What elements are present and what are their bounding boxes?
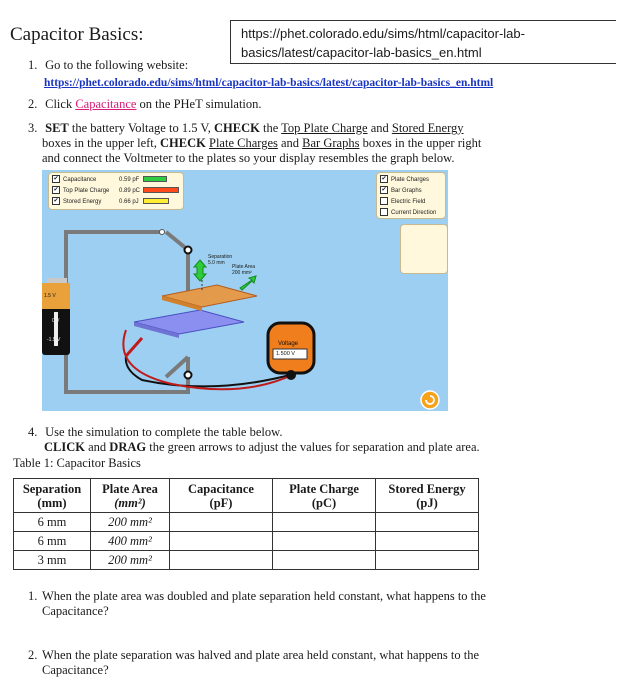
top-wire-left bbox=[66, 232, 162, 285]
meter-value: 0.59 pF bbox=[119, 177, 140, 183]
step-2-number: 2. bbox=[28, 97, 38, 111]
option-checkbox[interactable] bbox=[380, 208, 388, 216]
step-3-and-2: and bbox=[280, 136, 300, 150]
options-panel bbox=[376, 172, 446, 219]
step-4-and: and bbox=[88, 440, 107, 454]
separation-readout bbox=[208, 254, 232, 266]
bar-graphs-term: Bar Graphs bbox=[302, 136, 360, 150]
cell-plate-charge[interactable] bbox=[273, 513, 376, 532]
url-box bbox=[230, 20, 616, 64]
header-capacitance: Capacitance (pF) bbox=[170, 479, 273, 513]
meter-label: Capacitance bbox=[63, 177, 97, 183]
top-plate-charge-term: Top Plate Charge bbox=[281, 121, 368, 135]
cell-separation: 6 mm bbox=[14, 513, 91, 532]
voltmeter-jack bbox=[286, 370, 296, 380]
option-row bbox=[380, 197, 442, 208]
meter-value: 0.66 pJ bbox=[119, 199, 139, 205]
meter-checkbox[interactable]: ✔ bbox=[53, 187, 59, 194]
battery-label-mid: 0 V bbox=[52, 318, 60, 324]
option-checkbox[interactable]: ✔ bbox=[381, 187, 387, 194]
step-4-text: Use the simulation to complete the table below. bbox=[45, 425, 283, 439]
question-2 bbox=[28, 648, 588, 678]
meter-row bbox=[52, 197, 180, 208]
capacitor-table bbox=[13, 478, 479, 570]
voltmeter-value: 1.500 V bbox=[276, 351, 295, 357]
table-row bbox=[14, 532, 479, 551]
step-3-and: and bbox=[370, 121, 389, 135]
meter-checkbox[interactable]: ✔ bbox=[53, 198, 59, 205]
meter-row bbox=[52, 175, 180, 186]
page-title: Capacitor Basics: bbox=[10, 24, 144, 45]
voltmeter-body[interactable] bbox=[268, 323, 314, 373]
plate-area-drag-arrow[interactable] bbox=[240, 276, 256, 290]
cell-stored-energy[interactable] bbox=[376, 513, 479, 532]
plate-area-label: Plate Area bbox=[232, 264, 256, 270]
click-keyword: CLICK bbox=[44, 440, 85, 454]
header-plate-area: Plate Area (mm²) bbox=[91, 479, 170, 513]
plate-area-value: 200 mm² bbox=[232, 270, 252, 276]
meter-bar bbox=[143, 187, 179, 193]
cell-plate-area: 200 mm² bbox=[91, 551, 170, 570]
separation-drag-arrow[interactable] bbox=[194, 260, 206, 281]
option-checkbox[interactable] bbox=[380, 197, 388, 205]
table-caption: Table 1: Capacitor Basics bbox=[13, 456, 141, 470]
step-1 bbox=[28, 58, 188, 73]
reset-button[interactable] bbox=[421, 391, 439, 409]
meter-value: 0.89 pC bbox=[119, 188, 141, 194]
cell-plate-charge[interactable] bbox=[273, 551, 376, 570]
step-2-post: on the PHeT simulation. bbox=[139, 97, 262, 111]
option-label: Electric Field bbox=[391, 199, 426, 205]
cell-plate-area: 200 mm² bbox=[91, 513, 170, 532]
step-3-text-b: the bbox=[262, 121, 279, 135]
table-header-row bbox=[14, 479, 479, 513]
header-separation: Separation (mm) bbox=[14, 479, 91, 513]
table-row bbox=[14, 551, 479, 570]
battery-label-top: 1.5 V bbox=[44, 293, 56, 299]
meter-bar-track bbox=[143, 187, 183, 193]
step-4-rest: the green arrows to adjust the values for separation and plate area. bbox=[149, 440, 480, 454]
question-2-line-1: When the plate separation was halved and plate area held constant, what happens to the bbox=[42, 648, 479, 662]
meter-panel bbox=[48, 172, 184, 210]
step-1-text: Go to the following website: bbox=[45, 58, 189, 72]
battery-label-bottom: -1.5 V bbox=[47, 337, 61, 343]
step-4 bbox=[28, 425, 282, 440]
side-panel bbox=[400, 224, 448, 274]
plate-area-readout bbox=[232, 264, 255, 276]
step-3-number: 3. bbox=[28, 121, 38, 135]
url-line-1: https://phet.colorado.edu/sims/html/capacitor-lab- bbox=[241, 26, 525, 41]
cell-plate-charge[interactable] bbox=[273, 532, 376, 551]
drag-keyword: DRAG bbox=[109, 440, 147, 454]
step-3-text-d: boxes in the upper right bbox=[362, 136, 482, 150]
header-plate-charge: Plate Charge (pC) bbox=[273, 479, 376, 513]
table-row bbox=[14, 513, 479, 532]
option-checkbox[interactable]: ✔ bbox=[381, 176, 387, 183]
check-keyword-1: CHECK bbox=[214, 121, 260, 135]
meter-checkbox[interactable]: ✔ bbox=[53, 176, 59, 183]
option-row bbox=[380, 208, 442, 219]
step-4-instructions bbox=[44, 440, 480, 455]
check-keyword-2: CHECK bbox=[160, 136, 206, 150]
option-label: Current Direction bbox=[391, 210, 437, 216]
capacitance-link[interactable]: Capacitance bbox=[75, 97, 137, 111]
option-label: Bar Graphs bbox=[391, 188, 422, 194]
step-3-text-a: the battery Voltage to 1.5 V, bbox=[71, 121, 211, 135]
meter-bar bbox=[143, 198, 169, 204]
step-4-number: 4. bbox=[28, 425, 38, 439]
step-3-text-c: boxes in the upper left, bbox=[42, 136, 157, 150]
voltmeter-label: Voltage bbox=[278, 341, 299, 347]
set-keyword: SET bbox=[45, 121, 69, 135]
cell-separation: 6 mm bbox=[14, 532, 91, 551]
cell-stored-energy[interactable] bbox=[376, 532, 479, 551]
top-switch-node bbox=[185, 247, 192, 254]
separation-value: 5.0 mm bbox=[208, 260, 225, 266]
cell-separation: 3 mm bbox=[14, 551, 91, 570]
simulation-screenshot bbox=[42, 170, 448, 411]
plate-charges-term: Plate Charges bbox=[209, 136, 278, 150]
meter-label: Top Plate Charge bbox=[63, 188, 110, 194]
question-1-line-2: Capacitance? bbox=[42, 604, 109, 618]
black-probe-wire bbox=[126, 356, 290, 386]
step-2 bbox=[28, 97, 262, 112]
cell-plate-area: 400 mm² bbox=[91, 532, 170, 551]
header-stored-energy: Stored Energy (pJ) bbox=[376, 479, 479, 513]
top-switch-end bbox=[160, 230, 165, 235]
cell-capacitance[interactable] bbox=[170, 513, 273, 532]
option-row bbox=[380, 186, 442, 197]
separation-label: Separation bbox=[208, 254, 233, 260]
meter-bar-track bbox=[143, 198, 183, 204]
stored-energy-term: Stored Energy bbox=[391, 121, 464, 135]
question-1-line-1: When the plate area was doubled and plate separation held constant, what happens to the bbox=[42, 589, 486, 603]
question-2-line-2: Capacitance? bbox=[42, 663, 109, 677]
cell-capacitance[interactable] bbox=[170, 532, 273, 551]
meter-row bbox=[52, 186, 180, 197]
step-2-pre: Click bbox=[45, 97, 73, 111]
cell-stored-energy[interactable] bbox=[376, 551, 479, 570]
phet-link[interactable]: https://phet.colorado.edu/sims/html/capacitor-lab-basics/latest/capacitor-lab-basics_en.html bbox=[44, 77, 494, 89]
option-row bbox=[380, 175, 442, 186]
option-label: Plate Charges bbox=[391, 177, 430, 183]
step-3-text-e: and connect the Voltmeter to the plates so your display resembles the graph below. bbox=[42, 151, 455, 165]
cell-capacitance[interactable] bbox=[170, 551, 273, 570]
meter-bar-track bbox=[143, 176, 183, 182]
url-line-2: basics/latest/capacitor-lab-basics_en.html bbox=[241, 45, 482, 60]
bottom-switch-node bbox=[185, 372, 192, 379]
question-2-number: 2. bbox=[28, 648, 38, 662]
step-1-link-row bbox=[44, 75, 493, 91]
red-probe bbox=[126, 338, 142, 356]
step-3 bbox=[28, 121, 548, 166]
question-1 bbox=[28, 589, 588, 619]
meter-bar bbox=[143, 176, 167, 182]
meter-label: Stored Energy bbox=[63, 199, 102, 205]
step-1-number: 1. bbox=[28, 58, 38, 72]
question-1-number: 1. bbox=[28, 589, 38, 603]
